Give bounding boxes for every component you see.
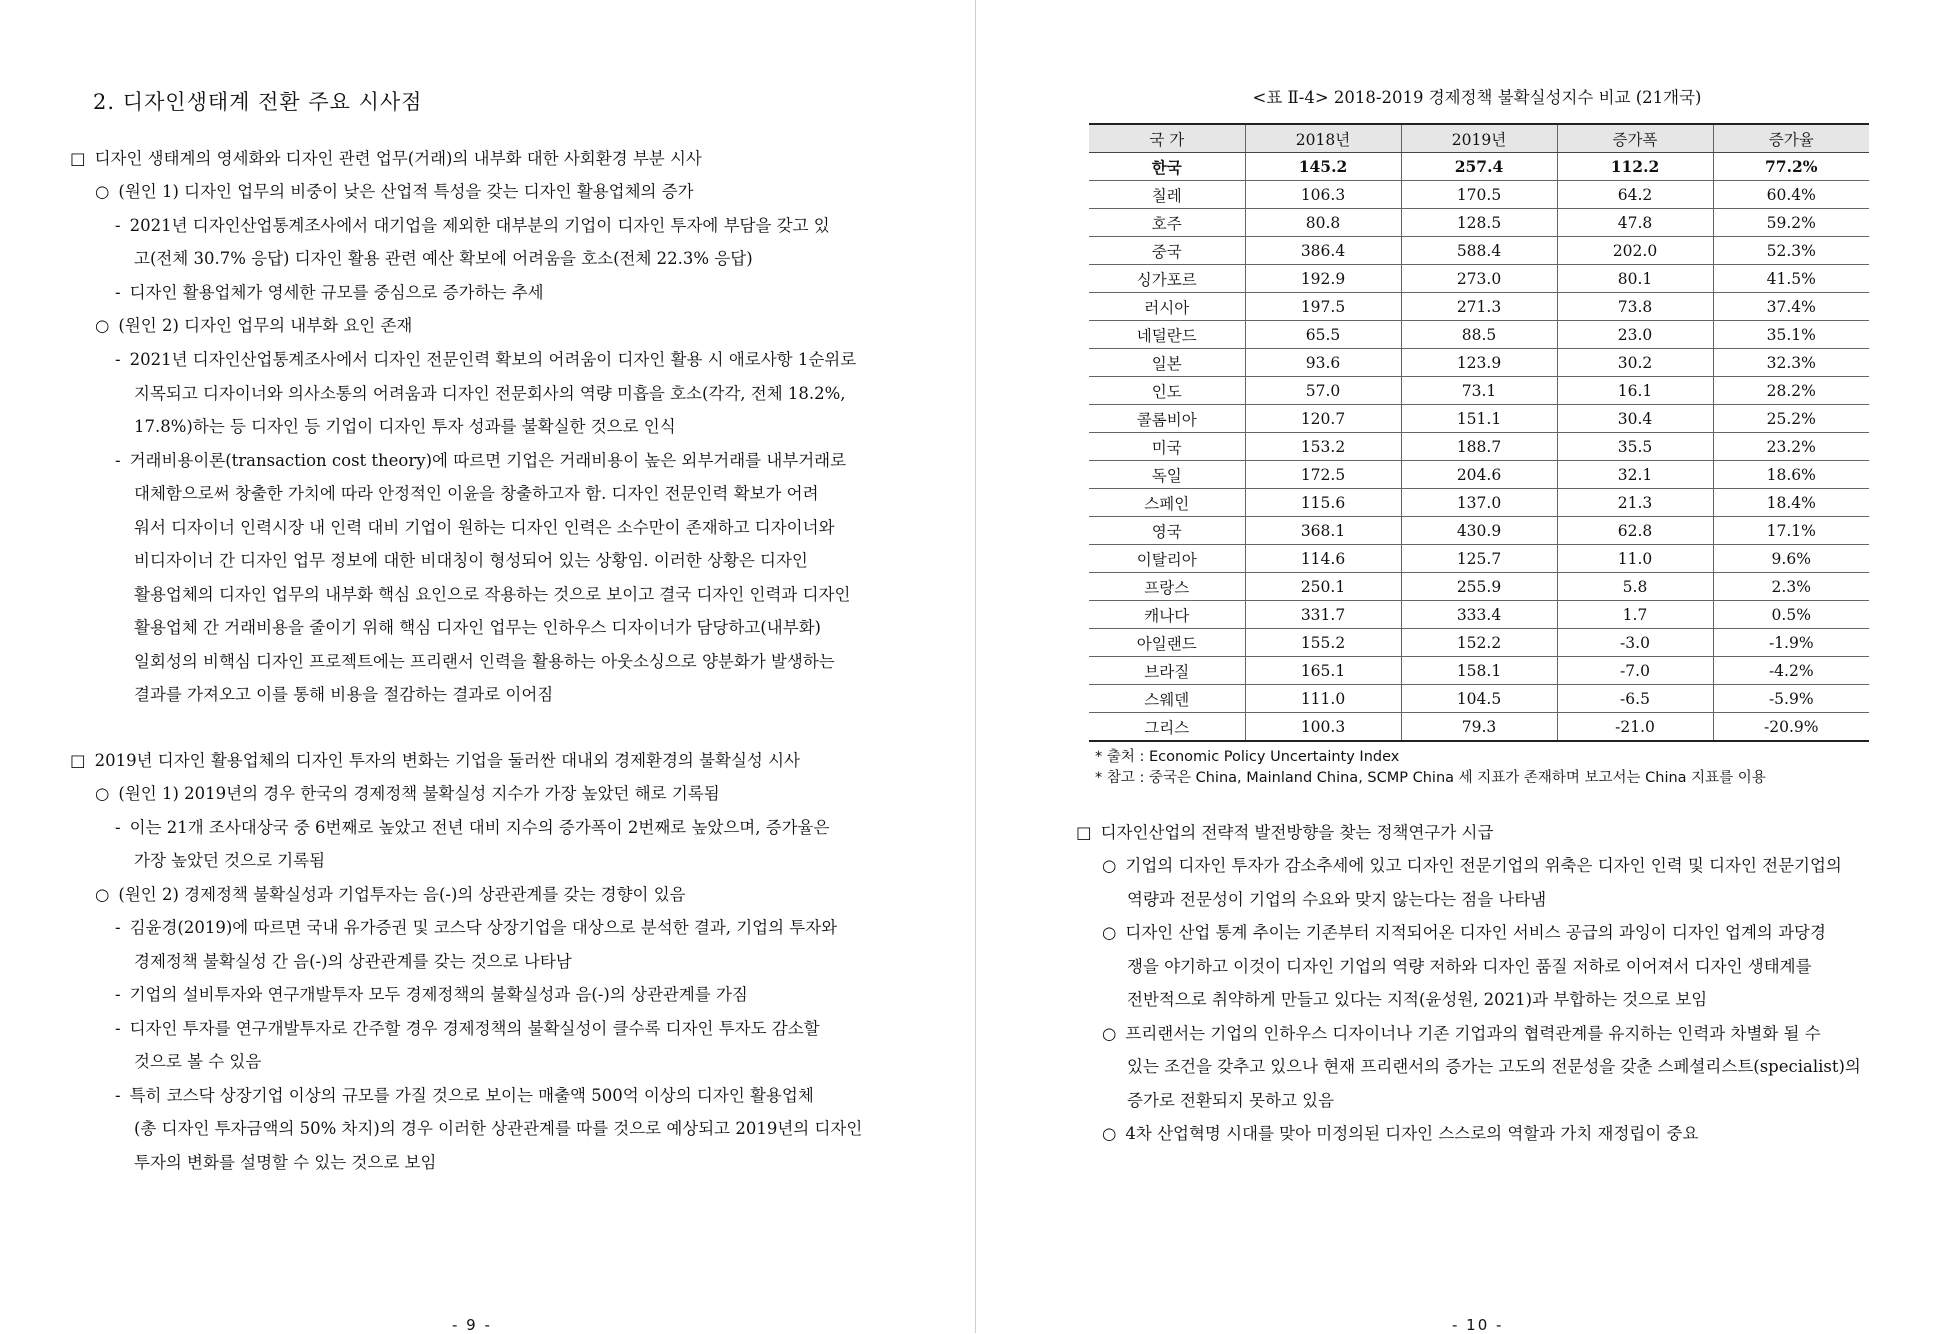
country-cell: 영국 <box>1089 517 1245 545</box>
table-row <box>1089 181 1869 209</box>
bullet-mark: ○ <box>95 182 110 201</box>
value-cell: 111.0 <box>1245 685 1401 713</box>
country-cell: 한국 <box>1089 153 1245 181</box>
line-text: 대체함으로써 창출한 가치에 따라 안정적인 이윤을 창출하고자 함. 디자인 전문인력 확보가 어려 <box>134 484 819 503</box>
line-text: 쟁을 야기하고 이것이 디자인 기업의 역량 저하와 디자인 품질 저하로 이어져서 디자인 생태계를 <box>1127 957 1812 976</box>
line-text: 이는 21개 조사대상국 중 6번째로 높았고 전년 대비 지수의 증가폭이 2번째로 높았으며, 증가율은 <box>129 818 830 837</box>
value-cell: 5.8 <box>1557 573 1713 601</box>
country-cell: 이탈리아 <box>1089 545 1245 573</box>
line-text: (총 디자인 투자금액의 50% 차지)의 경우 이러한 상관관계를 따를 것으로 예상되고 2019년의 디자인 <box>134 1119 863 1138</box>
table-row <box>1089 265 1869 293</box>
bullet-mark: - <box>115 918 121 937</box>
bullet-mark: - <box>115 216 121 235</box>
value-cell: 35.5 <box>1557 433 1713 461</box>
bullet-mark: ○ <box>95 885 110 904</box>
table-row <box>1089 293 1869 321</box>
line-text: 기업의 디자인 투자가 감소추세에 있고 디자인 전문기업의 위축은 디자인 인력 및 디자인 전문기업의 <box>1125 856 1842 875</box>
value-cell: 152.2 <box>1401 629 1557 657</box>
country-cell: 미국 <box>1089 433 1245 461</box>
value-cell: 32.3% <box>1713 349 1869 377</box>
table-note-source: * 출처 : Economic Policy Uncertainty Index <box>1095 749 1400 765</box>
line-text: 2021년 디자인산업통계조사에서 디자인 전문인력 확보의 어려움이 디자인 활용 시 애로사항 1순위로 <box>129 350 857 369</box>
text-line <box>115 816 830 840</box>
country-cell: 아일랜드 <box>1089 629 1245 657</box>
value-cell: -4.2% <box>1713 657 1869 685</box>
value-cell: 430.9 <box>1401 517 1557 545</box>
line-text: 기업의 설비투자와 연구개발투자 모두 경제정책의 불확실성과 음(-)의 상관관계를 가짐 <box>129 985 748 1004</box>
line-text: 결과를 가져오고 이를 통해 비용을 절감하는 결과로 이어짐 <box>134 685 554 704</box>
value-cell: 17.1% <box>1713 517 1869 545</box>
value-cell: -7.0 <box>1557 657 1713 685</box>
country-cell: 네덜란드 <box>1089 321 1245 349</box>
text-line <box>134 849 325 873</box>
value-cell: -21.0 <box>1557 713 1713 742</box>
bullet-mark: ○ <box>1102 856 1117 875</box>
text-line <box>1076 821 1493 845</box>
value-cell: 197.5 <box>1245 293 1401 321</box>
value-cell: 125.7 <box>1401 545 1557 573</box>
value-cell: 128.5 <box>1401 209 1557 237</box>
text-line <box>134 247 753 271</box>
value-cell: 9.6% <box>1713 545 1869 573</box>
line-text: 17.8%)하는 등 디자인 등 기업이 디자인 투자 성과를 불확실한 것으로 인식 <box>134 417 676 436</box>
country-cell: 인도 <box>1089 377 1245 405</box>
value-cell: 188.7 <box>1401 433 1557 461</box>
page-number-right: - 10 - <box>1452 1316 1504 1334</box>
epu-table <box>1089 123 1869 742</box>
value-cell: 155.2 <box>1245 629 1401 657</box>
value-cell: 250.1 <box>1245 573 1401 601</box>
value-cell: 16.1 <box>1557 377 1713 405</box>
value-cell: 153.2 <box>1245 433 1401 461</box>
value-cell: 23.0 <box>1557 321 1713 349</box>
value-cell: 170.5 <box>1401 181 1557 209</box>
bullet-mark: □ <box>70 751 86 770</box>
line-text: (원인 2) 디자인 업무의 내부화 요인 존재 <box>118 316 413 335</box>
value-cell: 331.7 <box>1245 601 1401 629</box>
text-line <box>95 180 694 204</box>
text-line <box>134 482 819 506</box>
value-cell: 255.9 <box>1401 573 1557 601</box>
value-cell: 273.0 <box>1401 265 1557 293</box>
text-line <box>1102 921 1826 945</box>
value-cell: 192.9 <box>1245 265 1401 293</box>
text-line <box>1102 854 1842 878</box>
text-line <box>1102 1122 1698 1146</box>
line-text: 고(전체 30.7% 응답) 디자인 활용 관련 예산 확보에 어려움을 호소(전체 22.3% 응답) <box>134 249 753 268</box>
value-cell: 333.4 <box>1401 601 1557 629</box>
country-cell: 스페인 <box>1089 489 1245 517</box>
value-cell: 1.7 <box>1557 601 1713 629</box>
value-cell: -6.5 <box>1557 685 1713 713</box>
table-row <box>1089 433 1869 461</box>
text-line <box>134 516 835 540</box>
table-row <box>1089 489 1869 517</box>
line-text: 프리랜서는 기업의 인하우스 디자이너나 기존 기업과의 협력관계를 유지하는 인력과 차별화 될 수 <box>1125 1024 1821 1043</box>
header-rate: 증가율 <box>1713 124 1869 153</box>
value-cell: 35.1% <box>1713 321 1869 349</box>
text-line <box>1102 1022 1821 1046</box>
table-row <box>1089 657 1869 685</box>
value-cell: 80.8 <box>1245 209 1401 237</box>
line-text: 디자인 생태계의 영세화와 디자인 관련 업무(거래)의 내부화 대한 사회환경 부분 시사 <box>94 149 702 168</box>
text-line <box>134 382 846 406</box>
value-cell: 77.2% <box>1713 153 1869 181</box>
line-text: 활용업체 간 거래비용을 줄이기 위해 핵심 디자인 업무는 인하우스 디자이너가 담당하고(내부화) <box>134 618 821 637</box>
value-cell: 88.5 <box>1401 321 1557 349</box>
text-line <box>115 449 846 473</box>
value-cell: 158.1 <box>1401 657 1557 685</box>
line-text: 가장 높았던 것으로 기록됨 <box>134 851 326 870</box>
value-cell: 257.4 <box>1401 153 1557 181</box>
bullet-mark: - <box>115 451 121 470</box>
line-text: 디자인산업의 전략적 발전방향을 찾는 정책연구가 시급 <box>1100 823 1494 842</box>
table-row <box>1089 685 1869 713</box>
text-line <box>115 1084 814 1108</box>
table-row <box>1089 153 1869 181</box>
value-cell: 204.6 <box>1401 461 1557 489</box>
value-cell: 32.1 <box>1557 461 1713 489</box>
text-line <box>115 1017 820 1041</box>
line-text: 전반적으로 취약하게 만들고 있다는 지적(윤성원, 2021)과 부합하는 것으로 보임 <box>1127 990 1708 1009</box>
country-cell: 칠레 <box>1089 181 1245 209</box>
line-text: 디자인 투자를 연구개발투자로 간주할 경우 경제정책의 불확실성이 클수록 디자인 투자도 감소할 <box>129 1019 820 1038</box>
header-increase: 증가폭 <box>1557 124 1713 153</box>
value-cell: 123.9 <box>1401 349 1557 377</box>
value-cell: 60.4% <box>1713 181 1869 209</box>
line-text: 디자인 산업 통계 추이는 기존부터 지적되어온 디자인 서비스 공급의 과잉이 디자인 업계의 과당경 <box>1125 923 1826 942</box>
value-cell: 52.3% <box>1713 237 1869 265</box>
text-line <box>95 883 686 907</box>
bullet-mark: ○ <box>95 784 110 803</box>
value-cell: 59.2% <box>1713 209 1869 237</box>
value-cell: 114.6 <box>1245 545 1401 573</box>
value-cell: 23.2% <box>1713 433 1869 461</box>
text-line <box>1127 1089 1334 1113</box>
text-line <box>134 583 850 607</box>
value-cell: 172.5 <box>1245 461 1401 489</box>
header-country: 국 가 <box>1089 124 1245 153</box>
value-cell: 25.2% <box>1713 405 1869 433</box>
header-2019: 2019년 <box>1401 124 1557 153</box>
text-line <box>134 415 676 439</box>
bullet-mark: - <box>115 1019 121 1038</box>
table-row <box>1089 545 1869 573</box>
table-row <box>1089 629 1869 657</box>
country-cell: 스웨덴 <box>1089 685 1245 713</box>
line-text: 증가로 전환되지 못하고 있음 <box>1127 1091 1335 1110</box>
line-text: 일회성의 비핵심 디자인 프로젝트에는 프리랜서 인력을 활용하는 아웃소싱으로 양분화가 발생하는 <box>134 652 835 671</box>
value-cell: 30.2 <box>1557 349 1713 377</box>
value-cell: 151.1 <box>1401 405 1557 433</box>
line-text: 비디자이너 간 디자인 업무 정보에 대한 비대칭이 형성되어 있는 상황임. 이러한 상황은 디자인 <box>134 551 808 570</box>
table-row <box>1089 517 1869 545</box>
value-cell: 41.5% <box>1713 265 1869 293</box>
value-cell: 73.8 <box>1557 293 1713 321</box>
value-cell: 79.3 <box>1401 713 1557 742</box>
line-text: 워서 디자이너 인력시장 내 인력 대비 기업이 원하는 디자인 인력은 소수만이 존재하고 디자이너와 <box>134 518 835 537</box>
text-line <box>115 983 748 1007</box>
table-row <box>1089 237 1869 265</box>
value-cell: 202.0 <box>1557 237 1713 265</box>
value-cell: 11.0 <box>1557 545 1713 573</box>
country-cell: 독일 <box>1089 461 1245 489</box>
value-cell: 18.4% <box>1713 489 1869 517</box>
value-cell: 386.4 <box>1245 237 1401 265</box>
text-line <box>134 616 821 640</box>
country-cell: 캐나다 <box>1089 601 1245 629</box>
line-text: (원인 1) 디자인 업무의 비중이 낮은 산업적 특성을 갖는 디자인 활용업체의 증가 <box>118 182 694 201</box>
text-line <box>95 782 720 806</box>
value-cell: 0.5% <box>1713 601 1869 629</box>
bullet-mark: □ <box>70 149 86 168</box>
text-line <box>70 749 800 773</box>
value-cell: 588.4 <box>1401 237 1557 265</box>
line-text: 것으로 볼 수 있음 <box>134 1052 262 1071</box>
line-text: 2021년 디자인산업통계조사에서 대기업을 제외한 대부분의 기업이 디자인 투자에 부담을 갖고 있 <box>129 216 830 235</box>
value-cell: 93.6 <box>1245 349 1401 377</box>
country-cell: 콜롬비아 <box>1089 405 1245 433</box>
table-row <box>1089 713 1869 742</box>
value-cell: 62.8 <box>1557 517 1713 545</box>
text-line <box>134 683 553 707</box>
table-row <box>1089 321 1869 349</box>
value-cell: 115.6 <box>1245 489 1401 517</box>
value-cell: 18.6% <box>1713 461 1869 489</box>
table-row <box>1089 573 1869 601</box>
value-cell: 2.3% <box>1713 573 1869 601</box>
line-text: 있는 조건을 갖추고 있으나 현재 프리랜서의 증가는 고도의 전문성을 갖춘 스페셜리스트(specialist)의 <box>1127 1057 1861 1076</box>
table-row <box>1089 405 1869 433</box>
table-row <box>1089 209 1869 237</box>
text-line <box>115 348 856 372</box>
line-text: 역량과 전문성이 기업의 수요와 맞지 않는다는 점을 나타냄 <box>1127 890 1547 909</box>
country-cell: 호주 <box>1089 209 1245 237</box>
bullet-mark: ○ <box>1102 1124 1117 1143</box>
table-row <box>1089 349 1869 377</box>
country-cell: 일본 <box>1089 349 1245 377</box>
line-text: 경제정책 불확실성 간 음(-)의 상관관계를 갖는 것으로 나타남 <box>134 952 572 971</box>
value-cell: 104.5 <box>1401 685 1557 713</box>
table-header-row <box>1089 124 1869 153</box>
text-line <box>134 950 572 974</box>
value-cell: 368.1 <box>1245 517 1401 545</box>
text-line <box>1127 888 1546 912</box>
bullet-mark: - <box>115 818 121 837</box>
line-text: 김윤경(2019)에 따르면 국내 유가증권 및 코스닥 상장기업을 대상으로 분석한 결과, 기업의 투자와 <box>129 918 838 937</box>
text-line <box>134 650 835 674</box>
country-cell: 프랑스 <box>1089 573 1245 601</box>
text-line <box>115 281 544 305</box>
table-note-reference: * 참고 : 중국은 China, Mainland China, SCMP China 세 지표가 존재하며 보고서는 China 지표를 이용 <box>1095 770 1766 786</box>
value-cell: 165.1 <box>1245 657 1401 685</box>
bullet-mark: ○ <box>1102 923 1117 942</box>
line-text: 디자인 활용업체가 영세한 규모를 중심으로 증가하는 추세 <box>129 283 544 302</box>
text-line <box>115 916 837 940</box>
value-cell: -3.0 <box>1557 629 1713 657</box>
bullet-mark: ○ <box>1102 1024 1117 1043</box>
value-cell: 28.2% <box>1713 377 1869 405</box>
value-cell: -20.9% <box>1713 713 1869 742</box>
value-cell: 112.2 <box>1557 153 1713 181</box>
country-cell: 싱가포르 <box>1089 265 1245 293</box>
value-cell: 47.8 <box>1557 209 1713 237</box>
text-line <box>1127 955 1812 979</box>
value-cell: 80.1 <box>1557 265 1713 293</box>
value-cell: 57.0 <box>1245 377 1401 405</box>
line-text: 거래비용이론(transaction cost theory)에 따르면 기업은 거래비용이 높은 외부거래를 내부거래로 <box>129 451 847 470</box>
value-cell: 137.0 <box>1401 489 1557 517</box>
line-text: 활용업체의 디자인 업무의 내부화 핵심 요인으로 작용하는 것으로 보이고 결국 디자인 인력과 디자인 <box>134 585 851 604</box>
text-line <box>1127 988 1707 1012</box>
line-text: (원인 2) 경제정책 불확실성과 기업투자는 음(-)의 상관관계를 갖는 경향이 있음 <box>118 885 686 904</box>
bullet-mark: ○ <box>95 316 110 335</box>
table-row <box>1089 461 1869 489</box>
bullet-mark: - <box>115 985 121 1004</box>
table-caption: <표 Ⅱ-4> 2018-2019 경제정책 불확실성지수 비교 (21개국) <box>1252 88 1702 107</box>
value-cell: 271.3 <box>1401 293 1557 321</box>
country-cell: 중국 <box>1089 237 1245 265</box>
line-text: 4차 산업혁명 시대를 맞아 미정의된 디자인 스스로의 역할과 가치 재정립이 중요 <box>1125 1124 1699 1143</box>
text-line <box>134 1151 436 1175</box>
country-cell: 브라질 <box>1089 657 1245 685</box>
line-text: 2019년 디자인 활용업체의 디자인 투자의 변화는 기업을 둘러싼 대내외 경제환경의 불확실성 시사 <box>94 751 800 770</box>
table-row <box>1089 377 1869 405</box>
value-cell: 120.7 <box>1245 405 1401 433</box>
value-cell: 65.5 <box>1245 321 1401 349</box>
text-line <box>134 549 808 573</box>
country-cell: 그리스 <box>1089 713 1245 742</box>
value-cell: 21.3 <box>1557 489 1713 517</box>
line-text: 투자의 변화를 설명할 수 있는 것으로 보임 <box>134 1153 437 1172</box>
value-cell: 37.4% <box>1713 293 1869 321</box>
table-row <box>1089 601 1869 629</box>
line-text: 지목되고 디자이너와 의사소통의 어려움과 디자인 전문회사의 역량 미흡을 호소(각각, 전체 18.2%, <box>134 384 846 403</box>
value-cell: 100.3 <box>1245 713 1401 742</box>
value-cell: 106.3 <box>1245 181 1401 209</box>
value-cell: 145.2 <box>1245 153 1401 181</box>
text-line <box>134 1050 261 1074</box>
bullet-mark: - <box>115 1086 121 1105</box>
value-cell: 30.4 <box>1557 405 1713 433</box>
line-text: (원인 1) 2019년의 경우 한국의 경제정책 불확실성 지수가 가장 높았던 해로 기록됨 <box>118 784 720 803</box>
value-cell: -5.9% <box>1713 685 1869 713</box>
bullet-mark: - <box>115 283 121 302</box>
bullet-mark: - <box>115 350 121 369</box>
text-line <box>134 1117 862 1141</box>
header-2018: 2018년 <box>1245 124 1401 153</box>
line-text: 특히 코스닥 상장기업 이상의 규모를 가질 것으로 보이는 매출액 500억 이상의 디자인 활용업체 <box>129 1086 814 1105</box>
value-cell: -1.9% <box>1713 629 1869 657</box>
page-number-left: - 9 - <box>452 1316 492 1334</box>
section-title: 2. 디자인생태계 전환 주요 시사점 <box>93 90 423 114</box>
value-cell: 64.2 <box>1557 181 1713 209</box>
country-cell: 러시아 <box>1089 293 1245 321</box>
text-line <box>1127 1055 1861 1079</box>
bullet-mark: □ <box>1076 823 1092 842</box>
text-line <box>70 147 702 171</box>
text-line <box>115 214 830 238</box>
value-cell: 73.1 <box>1401 377 1557 405</box>
text-line <box>95 314 412 338</box>
